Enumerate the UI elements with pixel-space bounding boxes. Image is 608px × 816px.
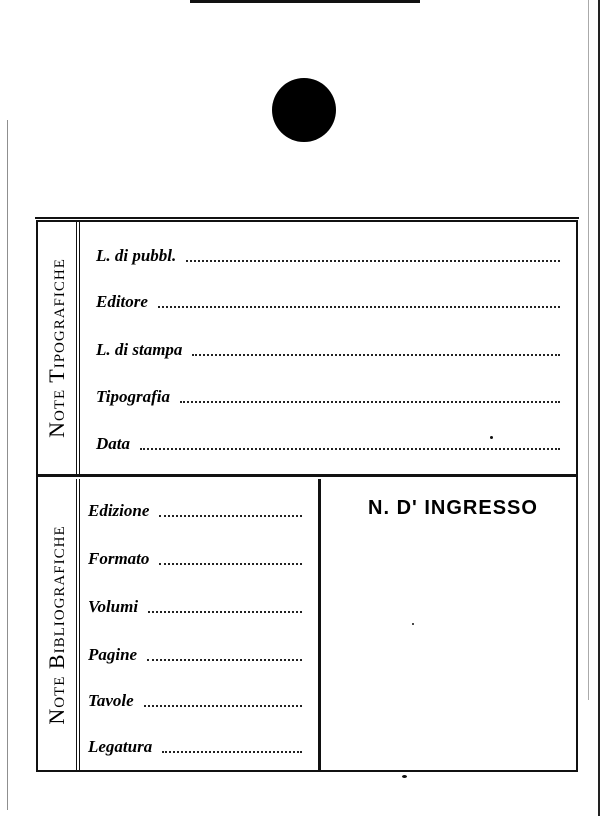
ink-speck xyxy=(402,775,407,778)
field-label: L. di pubbl. xyxy=(96,246,177,265)
field-label: Tavole xyxy=(88,691,134,710)
field-volumi[interactable] xyxy=(88,597,302,617)
right-edge-line xyxy=(598,0,600,816)
field-label: Editore xyxy=(96,292,148,311)
ink-speck xyxy=(412,623,414,625)
left-edge-line xyxy=(7,120,8,810)
side-label-bibliografiche xyxy=(38,479,80,770)
field-label: Pagine xyxy=(88,645,138,664)
field-label: Formato xyxy=(88,549,150,568)
field-dotted-line xyxy=(192,352,560,356)
field-label: Data xyxy=(96,434,130,453)
punch-hole xyxy=(272,78,336,142)
note-bibliografiche-section xyxy=(38,479,576,770)
field-pagine[interactable] xyxy=(88,645,302,665)
field-luogo-stampa[interactable] xyxy=(96,340,560,360)
field-tavole[interactable] xyxy=(88,691,302,711)
field-label: Legatura xyxy=(88,737,153,756)
field-dotted-line xyxy=(140,446,560,450)
record-card xyxy=(36,220,578,772)
vertical-divider xyxy=(318,479,321,770)
field-editore[interactable] xyxy=(96,292,560,312)
field-dotted-line xyxy=(144,703,302,707)
side-label-tipografiche xyxy=(38,222,80,474)
side-label-text: Note Bibliografiche xyxy=(44,524,69,725)
field-label: L. di stampa xyxy=(96,340,183,359)
field-formato[interactable] xyxy=(88,549,302,569)
note-tipografiche-section xyxy=(38,222,576,477)
field-dotted-line xyxy=(159,561,302,565)
field-dotted-line xyxy=(162,749,302,753)
ink-speck xyxy=(490,436,493,439)
numero-ingresso-label: N. D' INGRESSO xyxy=(368,497,538,519)
side-label-text: Note Tipografiche xyxy=(44,258,69,438)
field-label: Volumi xyxy=(88,597,139,616)
field-dotted-line xyxy=(159,513,302,517)
field-dotted-line xyxy=(148,609,302,613)
field-dotted-line xyxy=(186,258,560,262)
field-dotted-line xyxy=(158,304,560,308)
field-tipografia[interactable] xyxy=(96,387,560,407)
field-label: Tipografia xyxy=(96,387,170,406)
field-legatura[interactable] xyxy=(88,737,302,757)
field-dotted-line xyxy=(180,399,560,403)
field-edizione[interactable] xyxy=(88,501,302,521)
field-label: Edizione xyxy=(88,501,150,520)
field-luogo-pubblicazione[interactable] xyxy=(96,246,560,266)
top-edge-mark xyxy=(190,0,420,3)
field-dotted-line xyxy=(147,657,302,661)
right-inner-line xyxy=(588,0,589,700)
